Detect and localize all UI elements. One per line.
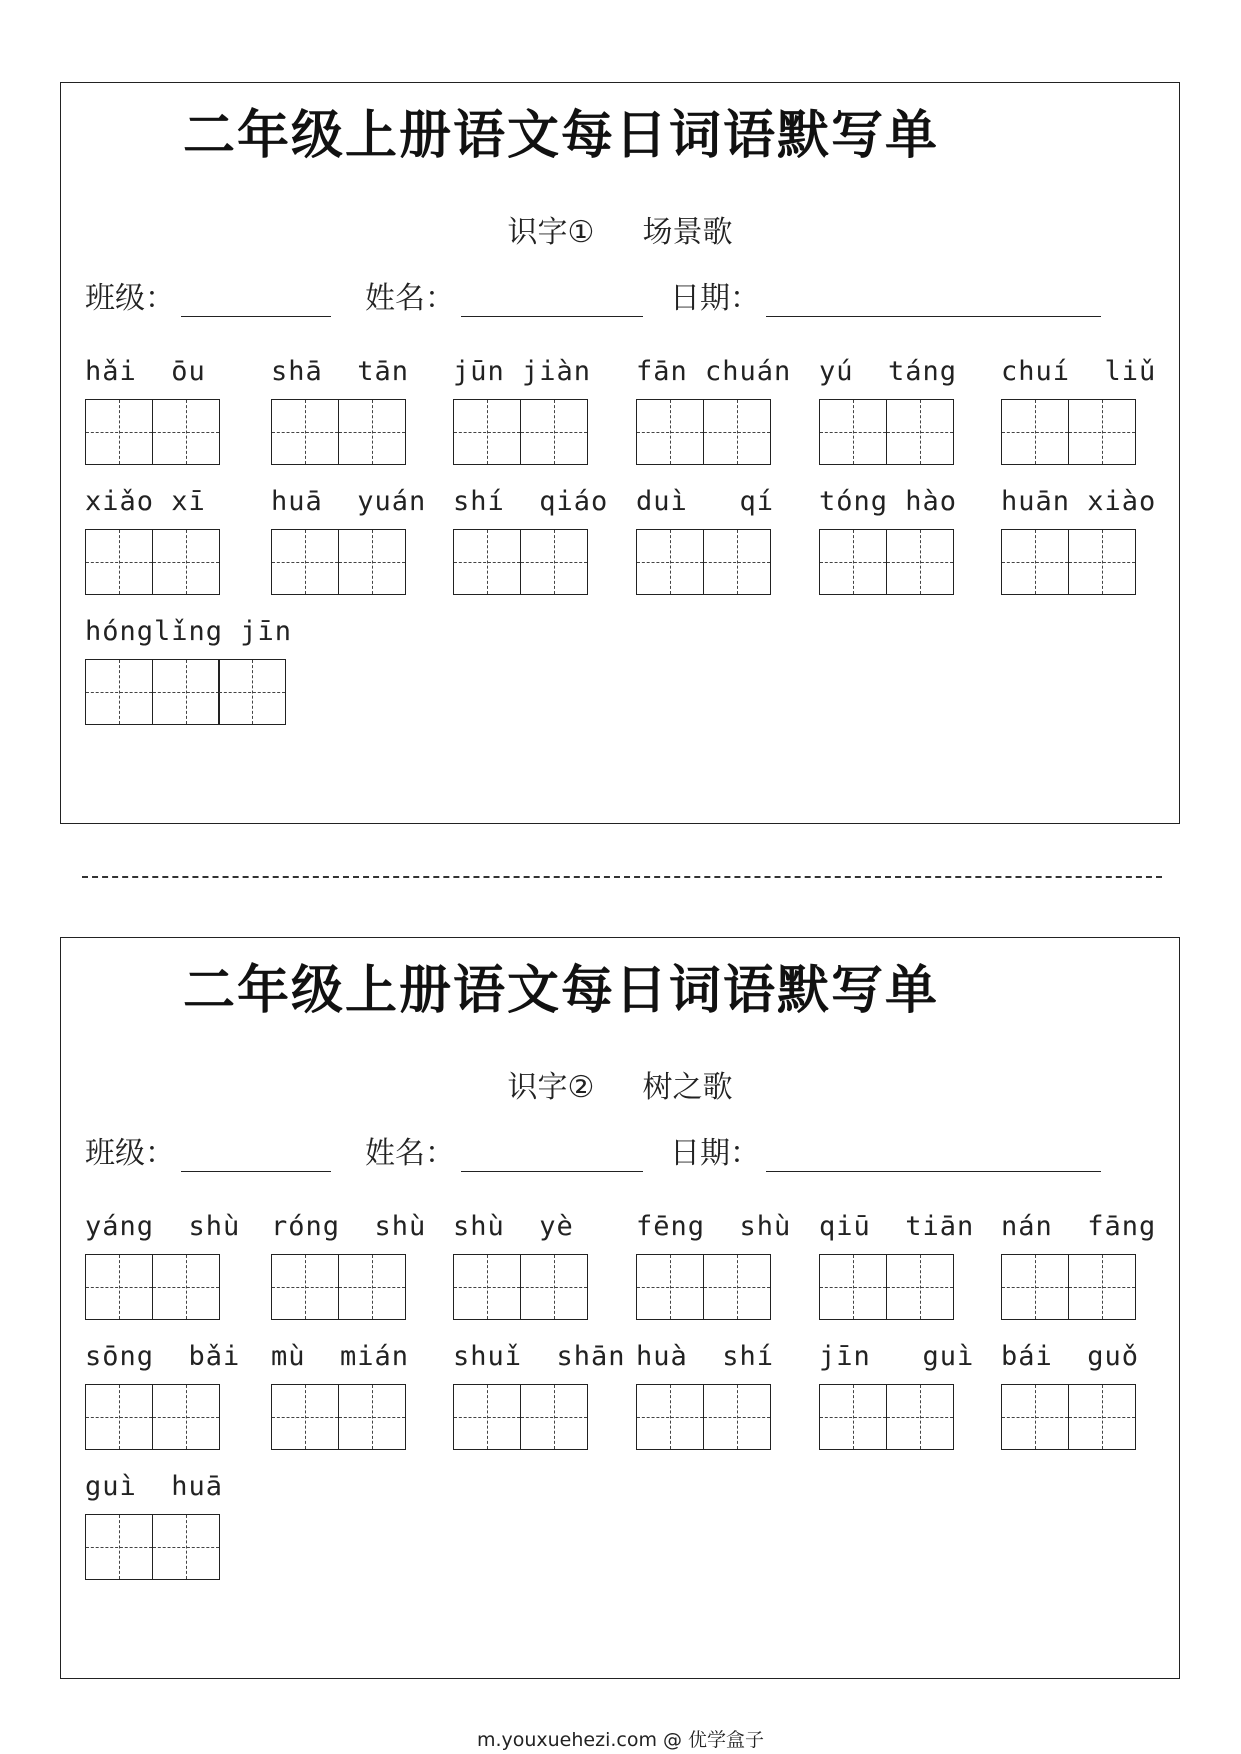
- tianzige-cell[interactable]: [453, 529, 521, 595]
- cut-line: [82, 876, 1162, 878]
- word-item: [636, 483, 816, 595]
- tianzige-cell[interactable]: [636, 399, 704, 465]
- writing-boxes: [819, 1254, 999, 1320]
- word-pinyin: huà shí: [636, 1341, 775, 1372]
- date-field[interactable]: [670, 273, 1101, 317]
- class-field[interactable]: [85, 1128, 331, 1172]
- word-pinyin: shā tān: [271, 356, 410, 387]
- tianzige-cell[interactable]: [271, 1254, 339, 1320]
- word-item: [1001, 483, 1181, 595]
- writing-boxes: [85, 1514, 265, 1580]
- writing-boxes: [1001, 529, 1181, 595]
- word-item: [453, 1338, 633, 1450]
- name-blank[interactable]: [461, 286, 643, 317]
- tianzige-cell[interactable]: [271, 1384, 339, 1450]
- word-pinyin: fān chuán: [636, 356, 792, 387]
- word-item: [1001, 1338, 1181, 1450]
- name-field[interactable]: [365, 1128, 643, 1172]
- writing-boxes: [636, 1384, 816, 1450]
- word-item: [819, 483, 999, 595]
- word-item: [271, 353, 451, 465]
- sheet-title: 二年级上册语文每日词语默写单: [182, 960, 939, 1021]
- tianzige-cell[interactable]: [1068, 399, 1136, 465]
- name-field[interactable]: [365, 273, 643, 317]
- lesson-label: 识字②: [507, 1070, 595, 1105]
- writing-boxes: [453, 529, 633, 595]
- word-pinyin: huā yuán: [271, 486, 427, 517]
- word-pinyin: mù mián: [271, 1341, 410, 1372]
- word-item: [85, 353, 265, 465]
- tianzige-cell[interactable]: [85, 1384, 153, 1450]
- tianzige-cell[interactable]: [636, 529, 704, 595]
- tianzige-cell[interactable]: [85, 1514, 153, 1580]
- footer-credit: m.youxuehezi.com @ 优学盒子: [476, 1729, 765, 1751]
- word-item: [271, 1338, 451, 1450]
- tianzige-cell[interactable]: [1001, 399, 1069, 465]
- writing-boxes: [271, 529, 451, 595]
- tianzige-cell[interactable]: [453, 1384, 521, 1450]
- class-label: 班级：: [85, 1136, 175, 1171]
- word-pinyin: qiū tiān: [819, 1211, 975, 1242]
- name-blank[interactable]: [461, 1141, 643, 1172]
- word-item: [819, 353, 999, 465]
- tianzige-cell[interactable]: [1001, 1254, 1069, 1320]
- tianzige-cell[interactable]: [1068, 529, 1136, 595]
- tianzige-cell[interactable]: [338, 1384, 406, 1450]
- tianzige-cell[interactable]: [338, 1254, 406, 1320]
- sheet-title: 二年级上册语文每日词语默写单: [182, 105, 939, 166]
- word-pinyin: bái guǒ: [1001, 1341, 1140, 1372]
- tianzige-cell[interactable]: [338, 399, 406, 465]
- tianzige-cell[interactable]: [520, 1384, 588, 1450]
- word-item: [1001, 1208, 1181, 1320]
- tianzige-cell[interactable]: [886, 399, 954, 465]
- tianzige-cell[interactable]: [85, 399, 153, 465]
- writing-boxes: [819, 1384, 999, 1450]
- lesson-heading: [61, 1062, 1179, 1106]
- class-field[interactable]: [85, 273, 331, 317]
- word-pinyin: guì huā: [85, 1471, 224, 1502]
- word-item: [85, 483, 265, 595]
- word-pinyin: yú táng: [819, 356, 958, 387]
- word-pinyin: xiǎo xī: [85, 486, 206, 517]
- tianzige-cell[interactable]: [703, 1384, 771, 1450]
- word-item: [1001, 353, 1181, 465]
- writing-boxes: [453, 399, 633, 465]
- word-item: [636, 1208, 816, 1320]
- word-item: [819, 1208, 999, 1320]
- word-pinyin: tóng hào: [819, 486, 958, 517]
- writing-boxes: [85, 399, 265, 465]
- word-item: [271, 483, 451, 595]
- word-item: [636, 1338, 816, 1450]
- date-label: 日期：: [670, 281, 760, 316]
- tianzige-cell[interactable]: [152, 659, 220, 725]
- word-pinyin: fēng shù: [636, 1211, 792, 1242]
- name-label: 姓名：: [365, 281, 455, 316]
- tianzige-cell[interactable]: [271, 529, 339, 595]
- tianzige-cell[interactable]: [886, 529, 954, 595]
- writing-boxes: [1001, 399, 1181, 465]
- word-item: [819, 1338, 999, 1450]
- tianzige-cell[interactable]: [520, 529, 588, 595]
- student-info-line: [85, 1128, 1159, 1172]
- tianzige-cell[interactable]: [819, 1254, 887, 1320]
- tianzige-cell[interactable]: [152, 1384, 220, 1450]
- word-item: [85, 1468, 265, 1580]
- writing-boxes: [1001, 1254, 1181, 1320]
- writing-boxes: [271, 1384, 451, 1450]
- word-item: [85, 613, 335, 725]
- tianzige-cell[interactable]: [703, 1254, 771, 1320]
- tianzige-cell[interactable]: [819, 399, 887, 465]
- lesson-label: 识字①: [507, 215, 595, 250]
- tianzige-cell[interactable]: [1001, 529, 1069, 595]
- tianzige-cell[interactable]: [819, 1384, 887, 1450]
- tianzige-cell[interactable]: [85, 529, 153, 595]
- lesson-name: 树之歌: [642, 1070, 733, 1105]
- writing-boxes: [271, 1254, 451, 1320]
- tianzige-cell[interactable]: [338, 529, 406, 595]
- writing-boxes: [85, 529, 265, 595]
- tianzige-cell[interactable]: [1068, 1384, 1136, 1450]
- writing-boxes: [636, 1254, 816, 1320]
- tianzige-cell[interactable]: [152, 399, 220, 465]
- tianzige-cell[interactable]: [85, 1254, 153, 1320]
- word-pinyin: jūn jiàn: [453, 356, 592, 387]
- word-pinyin: shù yè: [453, 1211, 574, 1242]
- word-pinyin: hǎi ōu: [85, 356, 206, 387]
- name-label: 姓名：: [365, 1136, 455, 1171]
- word-pinyin: duì qí: [636, 486, 775, 517]
- word-item: [453, 1208, 633, 1320]
- tianzige-cell[interactable]: [1068, 1254, 1136, 1320]
- tianzige-cell[interactable]: [636, 1254, 704, 1320]
- tianzige-cell[interactable]: [453, 399, 521, 465]
- tianzige-cell[interactable]: [520, 399, 588, 465]
- class-blank[interactable]: [181, 1141, 331, 1172]
- dictation-sheet-1: [60, 82, 1180, 824]
- writing-boxes: [271, 399, 451, 465]
- word-pinyin: yáng shù: [85, 1211, 241, 1242]
- tianzige-cell[interactable]: [886, 1254, 954, 1320]
- word-item: [636, 353, 816, 465]
- word-item: [453, 483, 633, 595]
- lesson-heading: [61, 207, 1179, 251]
- writing-boxes: [85, 1384, 265, 1450]
- writing-boxes: [85, 659, 335, 725]
- tianzige-cell[interactable]: [636, 1384, 704, 1450]
- word-pinyin: huān xiào: [1001, 486, 1157, 517]
- writing-boxes: [819, 399, 999, 465]
- writing-boxes: [819, 529, 999, 595]
- lesson-name: 场景歌: [642, 215, 733, 250]
- class-blank[interactable]: [181, 286, 331, 317]
- tianzige-cell[interactable]: [85, 659, 153, 725]
- tianzige-cell[interactable]: [152, 529, 220, 595]
- student-info-line: [85, 273, 1159, 317]
- writing-boxes: [636, 399, 816, 465]
- date-field[interactable]: [670, 1128, 1101, 1172]
- tianzige-cell[interactable]: [703, 529, 771, 595]
- writing-boxes: [453, 1384, 633, 1450]
- date-blank[interactable]: [766, 1141, 1101, 1172]
- tianzige-cell[interactable]: [152, 1514, 220, 1580]
- word-pinyin: róng shù: [271, 1211, 427, 1242]
- word-pinyin: jīn guì: [819, 1341, 975, 1372]
- word-pinyin: shuǐ shān: [453, 1341, 626, 1372]
- writing-boxes: [636, 529, 816, 595]
- date-blank[interactable]: [766, 286, 1101, 317]
- tianzige-cell[interactable]: [453, 1254, 521, 1320]
- tianzige-cell[interactable]: [218, 659, 286, 725]
- word-pinyin: chuí liǔ: [1001, 356, 1157, 387]
- word-pinyin: hónglǐng jīn: [85, 616, 293, 647]
- writing-boxes: [453, 1254, 633, 1320]
- tianzige-cell[interactable]: [152, 1254, 220, 1320]
- tianzige-cell[interactable]: [819, 529, 887, 595]
- class-label: 班级：: [85, 281, 175, 316]
- word-item: [271, 1208, 451, 1320]
- dictation-sheet-2: [60, 937, 1180, 1679]
- writing-boxes: [1001, 1384, 1181, 1450]
- word-pinyin: shí qiáo: [453, 486, 609, 517]
- word-item: [85, 1338, 265, 1450]
- tianzige-cell[interactable]: [271, 399, 339, 465]
- word-pinyin: nán fāng: [1001, 1211, 1157, 1242]
- writing-boxes: [85, 1254, 265, 1320]
- tianzige-cell[interactable]: [886, 1384, 954, 1450]
- tianzige-cell[interactable]: [520, 1254, 588, 1320]
- word-item: [85, 1208, 265, 1320]
- tianzige-cell[interactable]: [1001, 1384, 1069, 1450]
- word-pinyin: sōng bǎi: [85, 1341, 241, 1372]
- tianzige-cell[interactable]: [703, 399, 771, 465]
- date-label: 日期：: [670, 1136, 760, 1171]
- word-item: [453, 353, 633, 465]
